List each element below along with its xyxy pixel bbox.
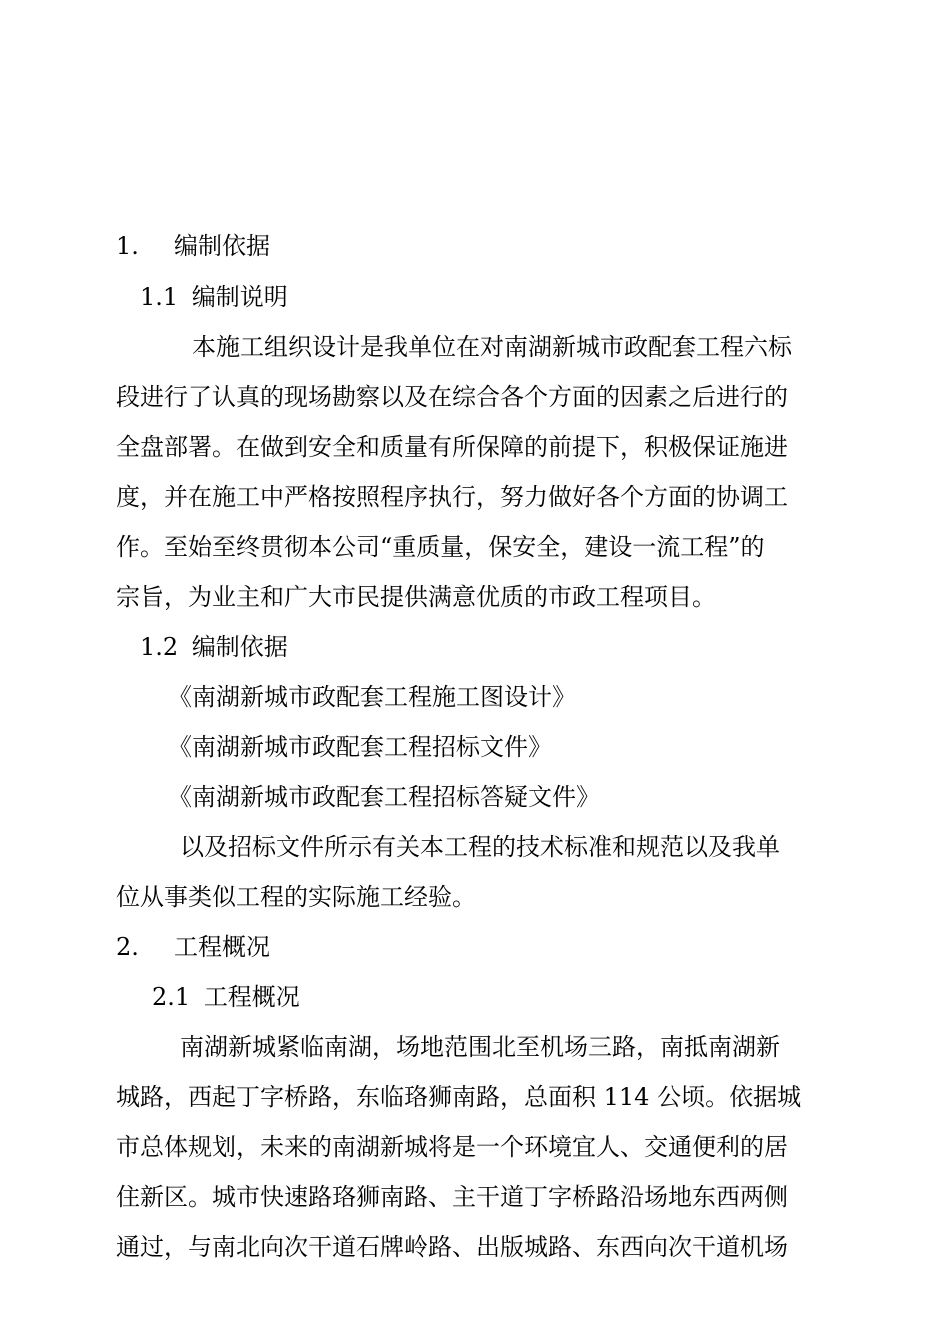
- subsection-1-1-title: 编制说明: [191, 283, 288, 311]
- reference-item: 《南湖新城市政配套工程施工图设计》: [168, 683, 576, 711]
- subsection-1-1-number: 1.1: [140, 283, 179, 311]
- paragraph-1-1-line: 作。至始至终贯彻本公司“重质量，保安全，建设一流工程”的: [116, 533, 765, 561]
- section-2-number: 2.: [116, 933, 139, 961]
- subsection-2-1-number: 2.1: [152, 983, 191, 1011]
- paragraph-1-1-line: 本施工组织设计是我单位在对南湖新城市政配套工程六标: [192, 333, 792, 361]
- paragraph-1-2-line: 以及招标文件所示有关本工程的技术标准和规范以及我单: [180, 833, 780, 861]
- section-2-heading: [116, 932, 270, 962]
- paragraph-2-1-line: 住新区。城市快速路珞狮南路、主干道丁字桥路沿场地东西两侧: [116, 1183, 788, 1211]
- paragraph-1-1-line: 段进行了认真的现场勘察以及在综合各个方面的因素之后进行的: [116, 383, 788, 411]
- paragraph-1-1-line: 度，并在施工中严格按照程序执行，努力做好各个方面的协调工: [116, 483, 788, 511]
- section-1-heading: [116, 231, 270, 261]
- paragraph-2-1-line: 市总体规划，未来的南湖新城将是一个环境宜人、交通便利的居: [116, 1133, 788, 1161]
- section-1-title: 编制依据: [174, 232, 270, 260]
- section-2-title: 工程概况: [174, 933, 270, 961]
- subsection-2-1-title: 工程概况: [203, 983, 300, 1011]
- paragraph-1-1-line: 宗旨，为业主和广大市民提供满意优质的市政工程项目。: [116, 583, 716, 611]
- subsection-1-2-heading: [140, 632, 288, 662]
- paragraph-1-2-line: 位从事类似工程的实际施工经验。: [116, 883, 476, 911]
- paragraph-2-1-line: 南湖新城紧临南湖，场地范围北至机场三路，南抵南湖新: [180, 1033, 780, 1061]
- subsection-2-1-heading: [152, 982, 300, 1012]
- subsection-1-2-title: 编制依据: [191, 633, 288, 661]
- reference-item: 《南湖新城市政配套工程招标文件》: [168, 733, 552, 761]
- paragraph-2-1-line: 通过，与南北向次干道石牌岭路、出版城路、东西向次干道机场: [116, 1233, 788, 1261]
- paragraph-2-1-line: 城路，西起丁字桥路，东临珞狮南路，总面积 114 公顷。依据城: [116, 1083, 802, 1111]
- section-1-number: 1.: [116, 232, 139, 260]
- subsection-1-2-number: 1.2: [140, 633, 179, 661]
- paragraph-1-1-line: 全盘部署。在做到安全和质量有所保障的前提下，积极保证施进: [116, 433, 788, 461]
- subsection-1-1-heading: [140, 282, 288, 312]
- reference-item: 《南湖新城市政配套工程招标答疑文件》: [168, 783, 600, 811]
